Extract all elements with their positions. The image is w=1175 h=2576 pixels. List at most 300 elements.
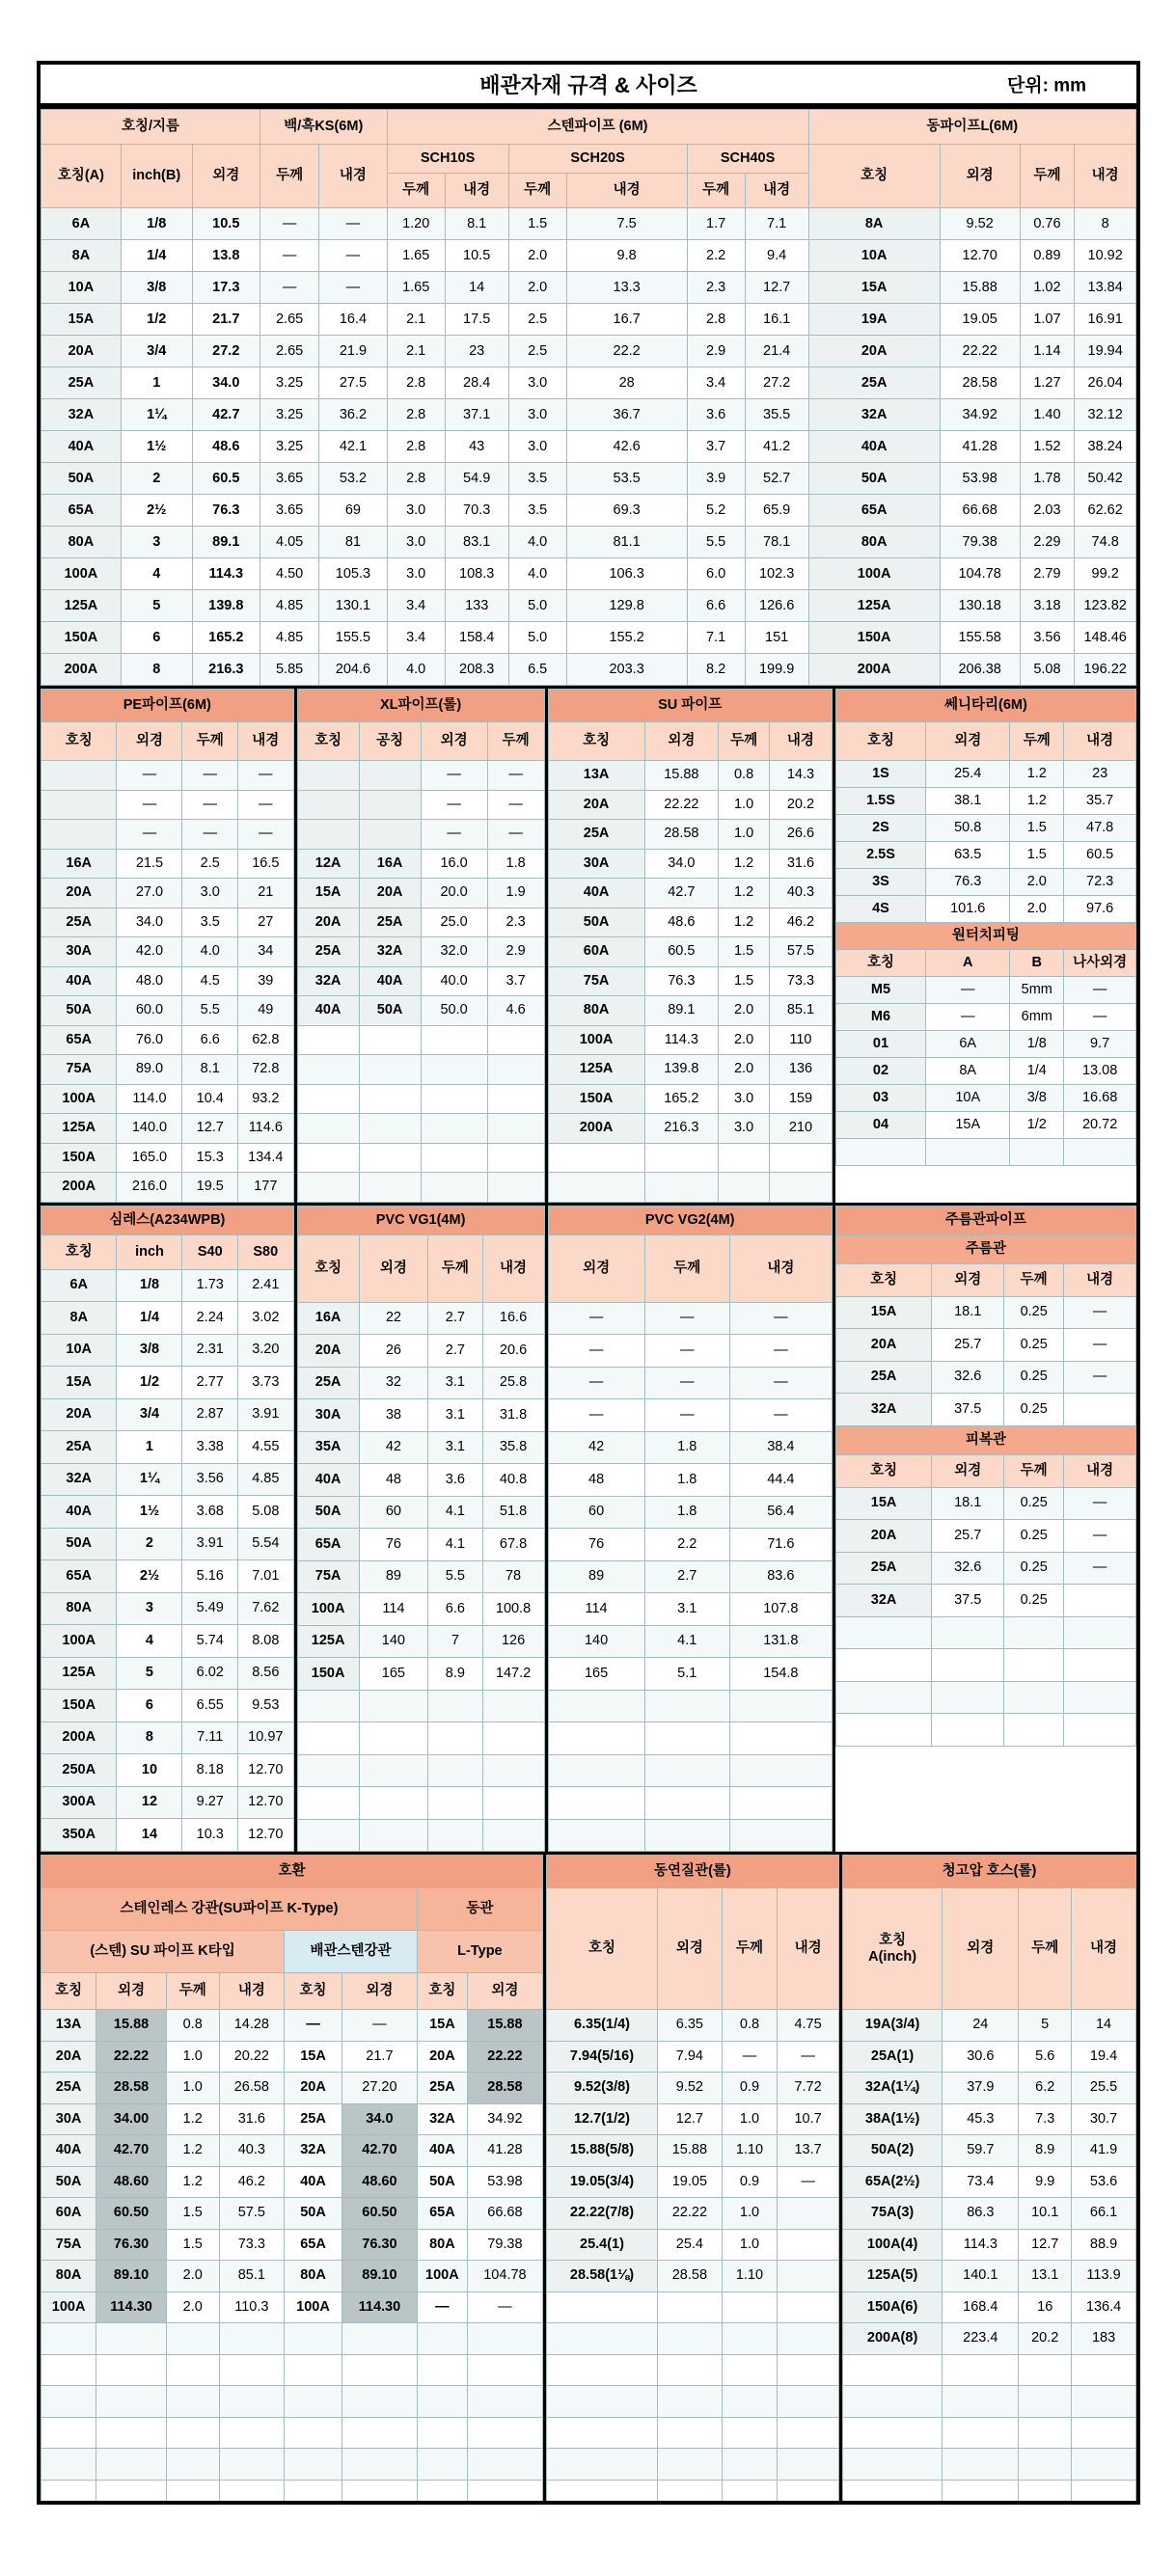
table-row (41, 622, 1136, 654)
cell: 53.6 (1072, 2166, 1136, 2198)
table-row (41, 1398, 294, 1431)
cell: 42.70 (96, 2135, 167, 2167)
cell: 37.1 (445, 399, 508, 431)
table-row (548, 1690, 832, 1722)
cell: 12 (117, 1786, 182, 1819)
cell (417, 2386, 467, 2418)
cell: 208.3 (445, 654, 508, 686)
cell: 9.8 (566, 240, 687, 272)
table-row (41, 240, 1136, 272)
cell: 6.5 (508, 654, 566, 686)
cell: — (644, 1335, 729, 1368)
cell: 1.2 (166, 2166, 219, 2198)
table-row (548, 996, 832, 1026)
header-cell: 두께 (1010, 722, 1064, 761)
cell: 5.2 (687, 495, 745, 527)
cell (342, 2354, 417, 2386)
cell: 6.6 (687, 590, 745, 622)
cell (778, 2261, 839, 2292)
cell: 7.01 (238, 1560, 294, 1593)
cell (428, 1819, 482, 1852)
cell: — (182, 761, 238, 791)
cell (467, 2449, 542, 2481)
table-row (41, 1496, 294, 1529)
header-cell: 외경 (940, 145, 1020, 208)
row-label: 50A (548, 908, 644, 937)
header-cell: 외경 (943, 1888, 1019, 2010)
cell: 3.91 (182, 1528, 238, 1560)
cell: 76.3 (192, 495, 260, 527)
table-row (546, 2135, 838, 2167)
cell (359, 1754, 428, 1787)
table-row (41, 2135, 543, 2167)
data-table (41, 1206, 294, 1852)
table-row (297, 1302, 544, 1335)
cell: 60.0 (117, 996, 182, 1026)
cell: 16.91 (1075, 304, 1136, 336)
cell: 2.3 (687, 272, 745, 304)
cell: 1.2 (166, 2103, 219, 2135)
cell: — (319, 240, 387, 272)
table-row (41, 495, 1136, 527)
cell: 154.8 (729, 1658, 832, 1691)
cell: 1.10 (722, 2135, 778, 2167)
cell: 1½ (117, 1496, 182, 1529)
table-row (41, 2198, 543, 2230)
row-label: 20A (41, 1398, 117, 1431)
cell: 7.94 (658, 2041, 723, 2073)
cell: 0.89 (1020, 240, 1075, 272)
header-cell: 두께 (687, 174, 745, 208)
header-cell: 내경 (566, 174, 687, 208)
cell: 216.3 (192, 654, 260, 686)
table-row (41, 761, 294, 791)
cell: 23 (1064, 761, 1136, 788)
cell (770, 1143, 833, 1173)
row-label: 30A (41, 2103, 96, 2135)
cell: 37.5 (932, 1585, 1004, 1617)
cell (1064, 1139, 1136, 1166)
cell (297, 1025, 359, 1055)
cell: — (285, 2010, 342, 2042)
cell: 3.7 (687, 431, 745, 463)
cell: 8 (121, 654, 192, 686)
cell (548, 1722, 644, 1755)
cell (359, 1173, 421, 1203)
cell (297, 1754, 359, 1787)
cell: 3.5 (508, 463, 566, 495)
cell: 6 (117, 1690, 182, 1722)
cell (482, 1787, 544, 1820)
cell: 3.4 (687, 367, 745, 399)
table-row (41, 849, 294, 879)
row-label: 40A (41, 1496, 117, 1529)
cell (778, 2229, 839, 2261)
table-row (41, 937, 294, 967)
cell: 38.1 (926, 788, 1010, 815)
table-row (842, 2323, 1135, 2355)
table-row (548, 1025, 832, 1055)
cell (658, 2417, 723, 2449)
cell: — (421, 790, 487, 820)
cell: 31.8 (482, 1399, 544, 1432)
header-cell: 내경 (319, 145, 387, 208)
header-cell: 외경 (342, 1973, 417, 2010)
cell (932, 1714, 1004, 1747)
table-row (548, 1173, 832, 1203)
cell: 2.8 (687, 304, 745, 336)
data-table (835, 1206, 1136, 1747)
cell: 25.4 (926, 761, 1010, 788)
header-cell: (스텐) SU 파이프 K타입 (41, 1931, 285, 1973)
header-cell: 호칭 (835, 1263, 932, 1296)
cell: 69 (319, 495, 387, 527)
cell (467, 2323, 542, 2355)
row-label: M6 (835, 1004, 925, 1031)
cell (1019, 2417, 1072, 2449)
cell: 1/8 (117, 1269, 182, 1302)
section-pe-xl-su-sanitary (41, 686, 1136, 1203)
cell: 40.3 (770, 879, 833, 908)
cell: 4.05 (260, 527, 318, 558)
table-row (41, 2010, 543, 2042)
cell: 140.0 (117, 1114, 182, 1144)
cell (943, 2449, 1019, 2481)
table-row (835, 1649, 1135, 1682)
cell (421, 1055, 487, 1085)
table-row (41, 2417, 543, 2449)
cell: 1/4 (121, 240, 192, 272)
row-label: 15A (41, 1367, 117, 1399)
cell: 32.6 (932, 1552, 1004, 1585)
cell: 42 (548, 1431, 644, 1464)
cell: 35.8 (482, 1431, 544, 1464)
cell: 21.7 (342, 2041, 417, 2073)
cell: 4.0 (508, 558, 566, 590)
cell: 131.8 (729, 1625, 832, 1658)
cell (487, 1114, 544, 1144)
cell: 1/8 (1010, 1031, 1064, 1058)
cell: 223.4 (943, 2323, 1019, 2355)
cell: 2.0 (719, 1055, 770, 1085)
cell: 89 (548, 1560, 644, 1593)
cell (1004, 1681, 1064, 1714)
cell: — (260, 208, 318, 240)
cell: 85.1 (770, 996, 833, 1026)
row-label: 25A (297, 1367, 359, 1399)
cell: 1/8 (121, 208, 192, 240)
cell: 1.0 (719, 820, 770, 850)
table-row (835, 1616, 1135, 1649)
cell (166, 2449, 219, 2481)
table-row (835, 761, 1135, 788)
cell: 7.11 (182, 1722, 238, 1754)
cell: — (182, 790, 238, 820)
cell (546, 2291, 657, 2323)
row-label: 150A (297, 1658, 359, 1691)
cell (1004, 1714, 1064, 1747)
table-row (297, 1787, 544, 1820)
cell: — (417, 2291, 467, 2323)
table-row (835, 896, 1135, 923)
table-title: PVC VG1(4M) (297, 1206, 544, 1234)
header-cell: 호칭 (835, 1454, 932, 1487)
table-row (835, 1552, 1135, 1585)
cell: 1 (121, 367, 192, 399)
row-label: 25.4(1) (546, 2229, 657, 2261)
table-row (842, 2166, 1135, 2198)
table-row (297, 1464, 544, 1497)
cell: 1/4 (117, 1302, 182, 1335)
cell: 2 (121, 463, 192, 495)
row-label: 16A (359, 849, 421, 879)
cell (1064, 1394, 1136, 1426)
cell: 28.58 (96, 2073, 167, 2104)
cell: 3.0 (182, 879, 238, 908)
cell: 53.98 (467, 2166, 542, 2198)
cell: 2 (117, 1528, 182, 1560)
cell (546, 2386, 657, 2418)
cell: 2.9 (687, 336, 745, 367)
row-label: 13A (548, 761, 644, 791)
section-seamless-pvc (41, 1203, 1136, 1853)
cell (421, 1084, 487, 1114)
header-cell: 외경 (932, 1263, 1004, 1296)
cell: 5.16 (182, 1560, 238, 1593)
cell: 15.88 (467, 2010, 542, 2042)
cell (359, 1084, 421, 1114)
cell: 114.3 (644, 1025, 719, 1055)
table-row (41, 399, 1136, 431)
table-row (297, 1367, 544, 1399)
cell: 2.0 (719, 996, 770, 1026)
table-compat (41, 1855, 543, 2505)
row-label (297, 761, 359, 791)
cell: 100.8 (482, 1593, 544, 1626)
table-row (41, 558, 1136, 590)
header-cell: 두께 (644, 1234, 729, 1302)
row-label: 50A (41, 1528, 117, 1560)
cell (778, 2449, 839, 2481)
header-cell: 호칭(A) (41, 145, 122, 208)
cell: 34.00 (96, 2103, 167, 2135)
cell: 4.85 (260, 590, 318, 622)
table-row (41, 820, 294, 850)
cell: 32 (359, 1367, 428, 1399)
cell: 71.6 (729, 1529, 832, 1561)
table-row (41, 1657, 294, 1690)
cell: 6.6 (428, 1593, 482, 1626)
cell: 28 (566, 367, 687, 399)
title-row (41, 65, 1136, 106)
cell: 1.5 (719, 937, 770, 967)
cell: 101.6 (926, 896, 1010, 923)
cell (41, 2323, 96, 2355)
cell: 4.5 (182, 966, 238, 996)
cell: 81.1 (566, 527, 687, 558)
cell (842, 2417, 942, 2449)
header-cell: 호칭 (835, 950, 925, 977)
cell: 6mm (1010, 1004, 1064, 1031)
table-row (41, 1819, 294, 1852)
cell: 80A (285, 2261, 342, 2292)
row-label: 25A (41, 367, 122, 399)
cell: 42.6 (566, 431, 687, 463)
cell: 6.02 (182, 1657, 238, 1690)
cell: 0.25 (1004, 1361, 1064, 1394)
cell: 2.1 (387, 336, 445, 367)
header-cell: 내경 (445, 174, 508, 208)
table-row (548, 761, 832, 791)
cell: — (548, 1367, 644, 1399)
header-cell: 호칭/지름 (41, 110, 260, 145)
cell: — (421, 820, 487, 850)
cell: 47.8 (1064, 815, 1136, 842)
cell: 34.92 (467, 2103, 542, 2135)
row-label: 80A (41, 2261, 96, 2292)
cell (932, 1649, 1004, 1682)
row-label: 100A (548, 1025, 644, 1055)
cell: 1.5 (1010, 815, 1064, 842)
cell: 34 (238, 937, 294, 967)
cell: — (238, 790, 294, 820)
cell: 28.58 (644, 820, 719, 850)
cell (297, 1055, 359, 1085)
row-label: 150A (808, 622, 940, 654)
cell: 2½ (121, 495, 192, 527)
cell (644, 1819, 729, 1852)
cell (1072, 2449, 1136, 2481)
table-row (548, 1464, 832, 1497)
cell: 1.27 (1020, 367, 1075, 399)
table-title: 쎄니타리(6M) (835, 690, 1135, 722)
row-label: 15A (835, 1487, 932, 1520)
table-title: 주름관파이프 (835, 1206, 1135, 1234)
table-row (297, 879, 544, 908)
cell: 2.41 (238, 1269, 294, 1302)
cell: 76.30 (96, 2229, 167, 2261)
table-row (842, 2135, 1135, 2167)
cell: 22.22 (644, 790, 719, 820)
cell: 8.9 (1019, 2135, 1072, 2167)
cell (658, 2354, 723, 2386)
cell: 4.6 (487, 996, 544, 1026)
table-row (842, 2417, 1135, 2449)
header-cell: 외경 (932, 1454, 1004, 1487)
table-row (835, 1361, 1135, 1394)
row-label: 30A (41, 937, 117, 967)
cell: 1.07 (1020, 304, 1075, 336)
cell (548, 1173, 644, 1203)
table-row (546, 2198, 838, 2230)
cell: 24 (943, 2010, 1019, 2042)
cell: — (778, 2166, 839, 2198)
row-label: 20A (359, 879, 421, 908)
cell: 126 (482, 1625, 544, 1658)
row-label: 75A (41, 1055, 117, 1085)
cell (417, 2323, 467, 2355)
cell: 3.1 (428, 1399, 482, 1432)
table-row (41, 1269, 294, 1302)
cell: 1.5 (719, 966, 770, 996)
table-row (41, 2041, 543, 2073)
cell: 16 (1019, 2291, 1072, 2323)
header-cell: 외경 (117, 722, 182, 761)
table-row (297, 1560, 544, 1593)
cell: 1/4 (1010, 1058, 1064, 1085)
cell: — (1064, 1296, 1136, 1329)
table-row (297, 849, 544, 879)
row-label: 30A (297, 1399, 359, 1432)
table-row (546, 2323, 838, 2355)
cell: 1.2 (1010, 788, 1064, 815)
data-table (842, 1855, 1136, 2505)
cell: 3.0 (508, 431, 566, 463)
cell: 76 (359, 1529, 428, 1561)
cell (1064, 1616, 1136, 1649)
row-label: 50A (41, 463, 122, 495)
cell (546, 2417, 657, 2449)
cell: 100A (417, 2261, 467, 2292)
cell: 28.4 (445, 367, 508, 399)
row-label: 15A (835, 1296, 932, 1329)
cell (342, 2417, 417, 2449)
cell: 49 (238, 996, 294, 1026)
table-row (548, 1431, 832, 1464)
cell: 104.78 (940, 558, 1020, 590)
cell: 42.7 (192, 399, 260, 431)
cell: — (238, 820, 294, 850)
cell: 5.0 (508, 590, 566, 622)
cell: 0.25 (1004, 1329, 1064, 1362)
cell: 3.65 (260, 463, 318, 495)
row-label: 32A (835, 1394, 932, 1426)
cell: 9.52 (658, 2073, 723, 2104)
cell: 4.55 (238, 1431, 294, 1464)
table-row (41, 2261, 543, 2292)
cell (96, 2386, 167, 2418)
cell: 7.62 (238, 1592, 294, 1625)
row-label: 80A (808, 527, 940, 558)
cell (166, 2480, 219, 2505)
cell: 10.1 (1019, 2198, 1072, 2230)
row-label: 3S (835, 869, 925, 896)
header-cell: 내경 (770, 722, 833, 761)
cell: 1.65 (387, 240, 445, 272)
cell: 12.7 (1019, 2229, 1072, 2261)
cell: 15A (285, 2041, 342, 2073)
cell: 110 (770, 1025, 833, 1055)
cell: 140 (359, 1625, 428, 1658)
cell (1010, 1139, 1064, 1166)
row-label: 25A (808, 367, 940, 399)
cell (835, 1714, 932, 1747)
cell: 12.7 (745, 272, 808, 304)
cell: 8A (926, 1058, 1010, 1085)
row-label: 150A (41, 1690, 117, 1722)
cell: 2.03 (1020, 495, 1075, 527)
cell: 60 (548, 1496, 644, 1529)
table-row (548, 1055, 832, 1085)
cell: 89.1 (192, 527, 260, 558)
table-row (297, 1529, 544, 1561)
cell: 72.3 (1064, 869, 1136, 896)
cell: 114.3 (192, 558, 260, 590)
row-label: 25A (359, 908, 421, 937)
table-row (41, 336, 1136, 367)
cell (943, 2354, 1019, 2386)
cell: 48.60 (96, 2166, 167, 2198)
